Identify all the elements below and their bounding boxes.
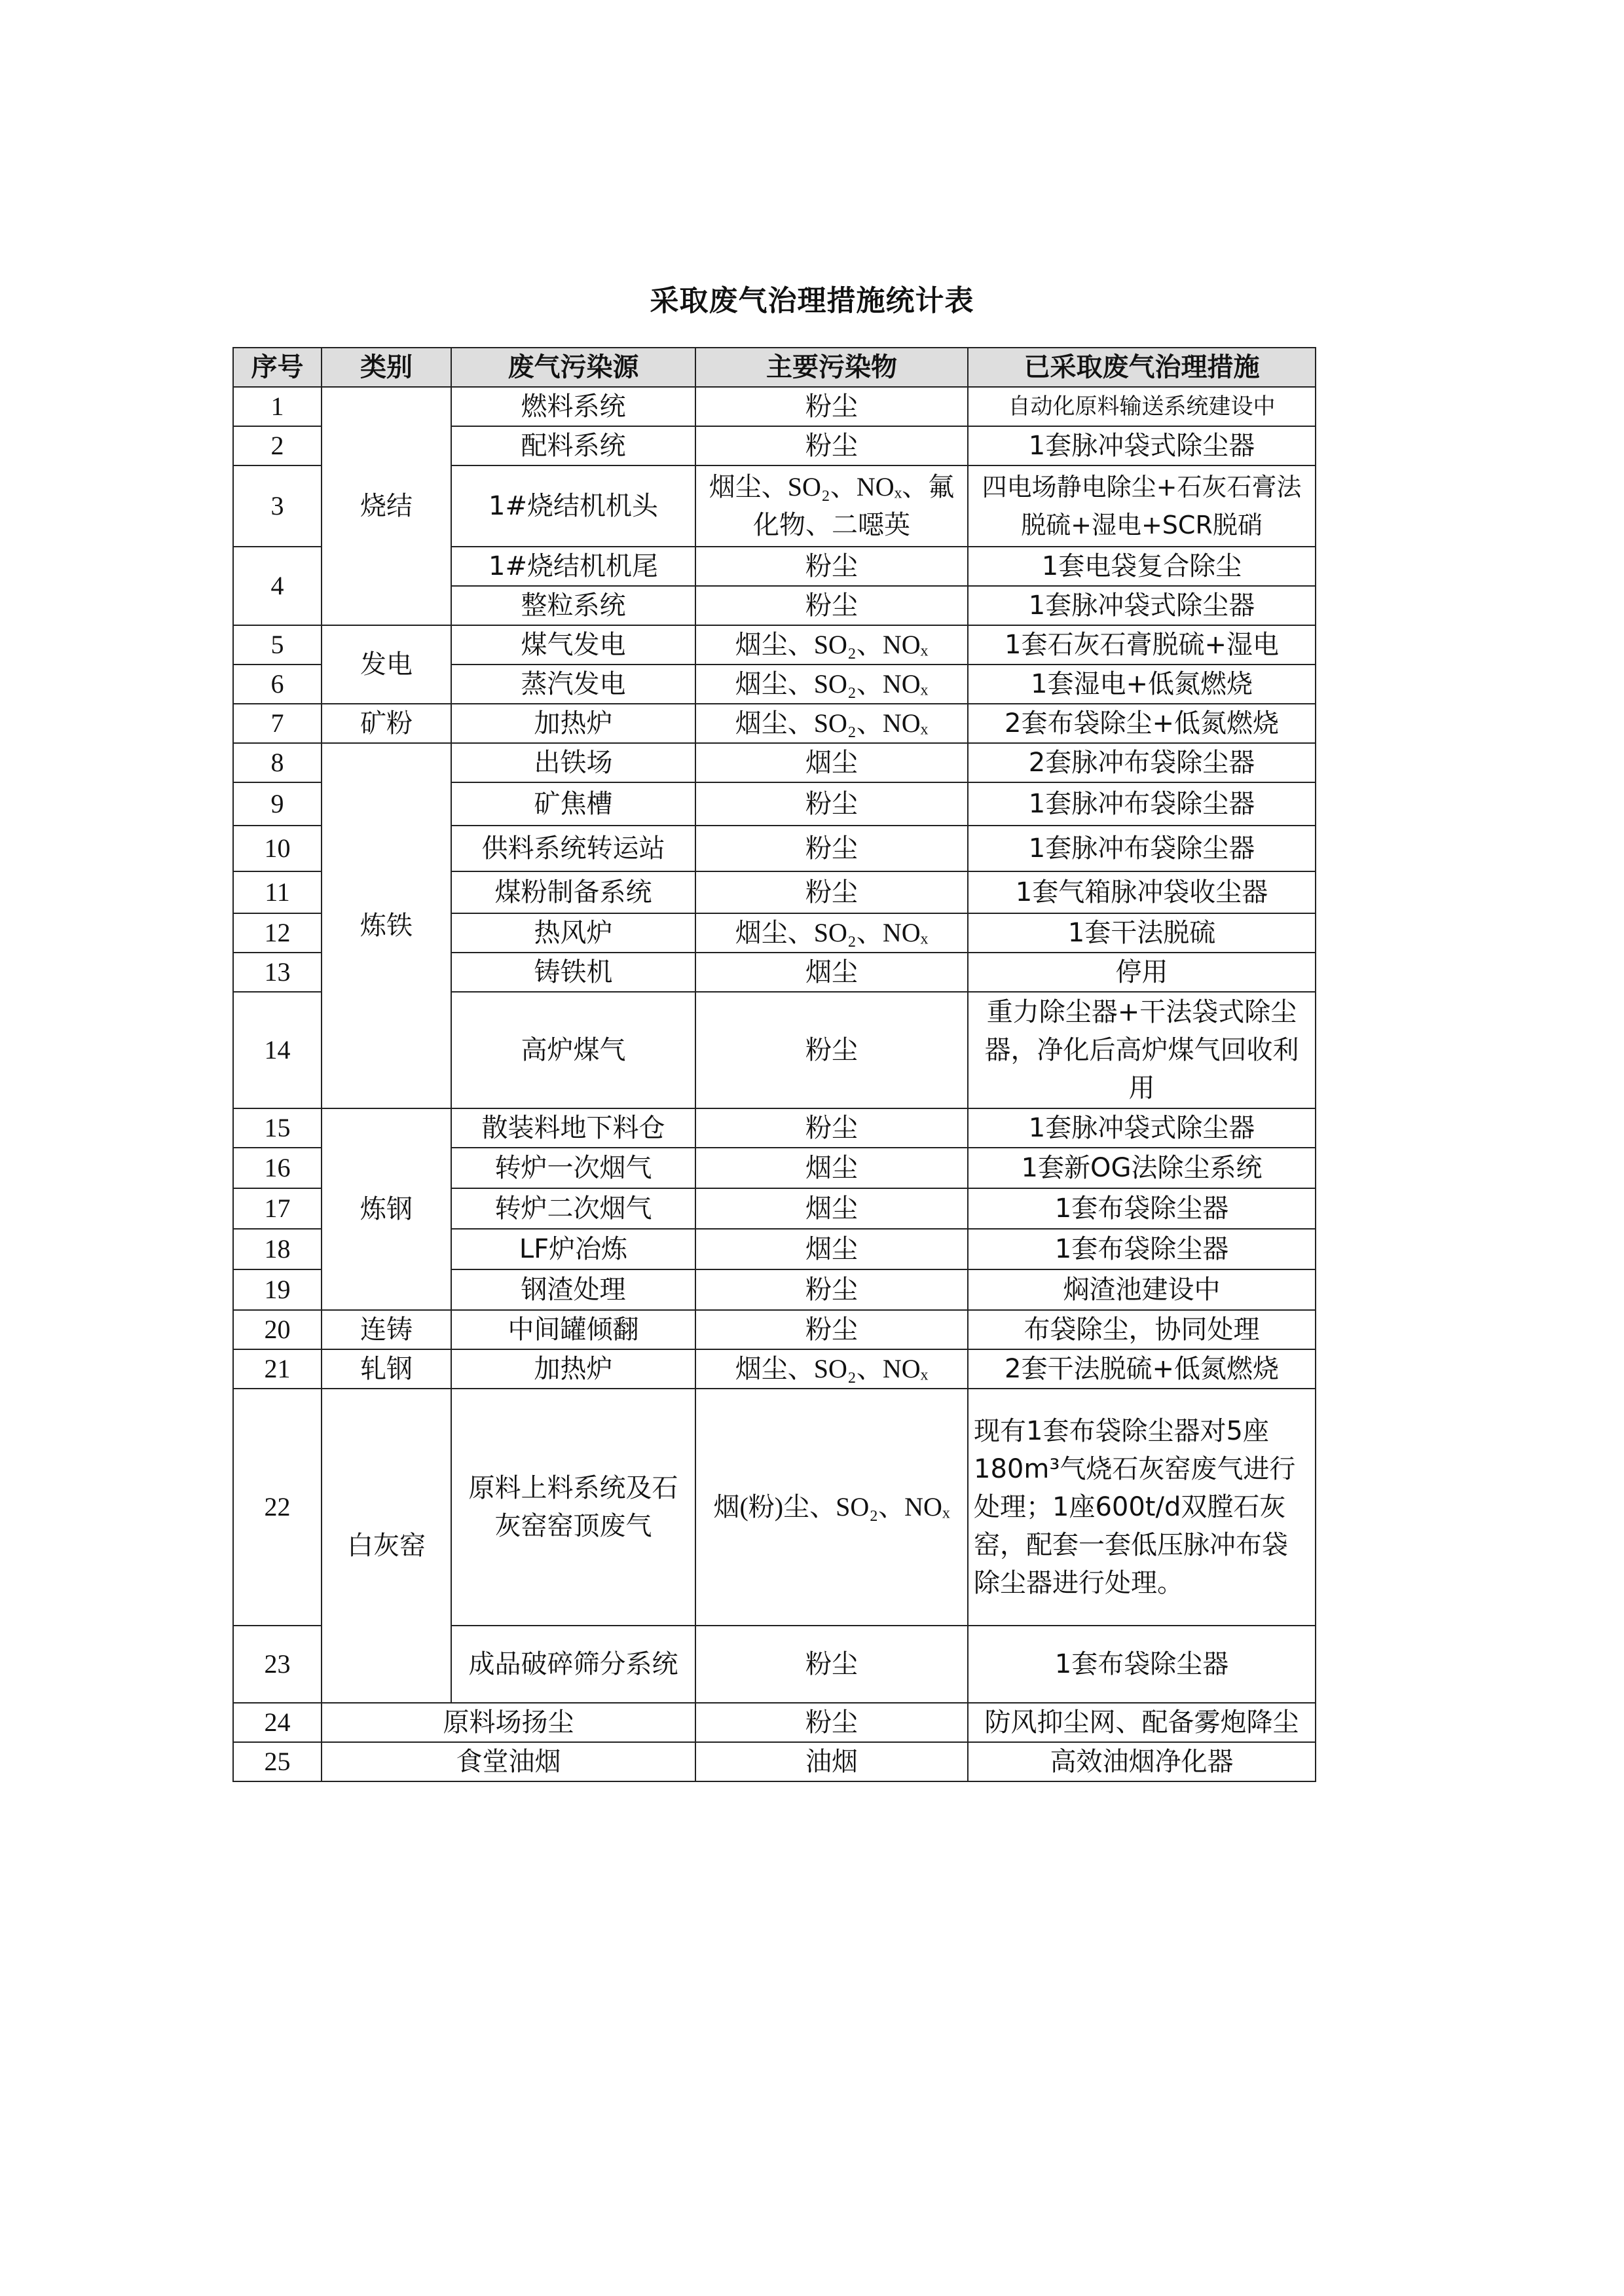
row-measure: 1套脉冲布袋除尘器: [968, 826, 1316, 871]
row-no: 16: [233, 1148, 322, 1188]
row-pollutant: 粉尘: [695, 547, 968, 586]
row-measure: 1套石灰石膏脱硫+湿电: [968, 625, 1316, 665]
row-pollutant: 烟尘、SO₂、NOₓ: [695, 704, 968, 743]
row-measure: 1套脉冲袋式除尘器: [968, 426, 1316, 465]
category-cell: 矿粉: [322, 704, 451, 743]
row-no: 20: [233, 1310, 322, 1349]
row-source: 原料上料系统及石灰窑窑顶废气: [451, 1389, 695, 1626]
row-measure: 1套脉冲布袋除尘器: [968, 782, 1316, 826]
row-pollutant: 烟尘、SO₂、NOₓ: [695, 1349, 968, 1389]
emission-table: [232, 347, 1316, 1782]
row-no: 8: [233, 743, 322, 782]
table-row: [233, 1703, 1316, 1742]
row-measure: 2套布袋除尘+低氮燃烧: [968, 704, 1316, 743]
row-pollutant: 粉尘: [695, 1703, 968, 1742]
table-row: [233, 1310, 1316, 1349]
row-pollutant: 粉尘: [695, 586, 968, 625]
row-measure: 1套干法脱硫: [968, 913, 1316, 953]
row-measure: 1套电袋复合除尘: [968, 547, 1316, 586]
row-measure: 现有1套布袋除尘器对5座180m³气烧石灰窑废气进行处理；1座600t/d双膛石灰窑，配套一套低压脉冲布袋除尘器进行处理。: [968, 1389, 1316, 1626]
table-row: [233, 1389, 1316, 1626]
header-source: 废气污染源: [451, 348, 695, 387]
row-source: LF炉冶炼: [451, 1229, 695, 1269]
row-measure: 1套新OG法除尘系统: [968, 1148, 1316, 1188]
row-no: 2: [233, 426, 322, 465]
row-measure: 1套布袋除尘器: [968, 1626, 1316, 1703]
row-source: 出铁场: [451, 743, 695, 782]
table-header-row: [233, 348, 1316, 387]
row-pollutant: 粉尘: [695, 426, 968, 465]
row-no: 12: [233, 913, 322, 953]
table-row: [233, 387, 1316, 426]
row-no: 13: [233, 953, 322, 992]
row-pollutant: 粉尘: [695, 826, 968, 871]
row-no: 5: [233, 625, 322, 665]
row-source: 中间罐倾翻: [451, 1310, 695, 1349]
row-source: 原料场扬尘: [322, 1703, 695, 1742]
row-source: 热风炉: [451, 913, 695, 953]
row-source: 矿焦槽: [451, 782, 695, 826]
row-pollutant: 粉尘: [695, 992, 968, 1108]
row-source: 供料系统转运站: [451, 826, 695, 871]
row-no: 17: [233, 1188, 322, 1229]
row-no: 22: [233, 1389, 322, 1626]
table-row: [233, 625, 1316, 665]
row-pollutant: 烟尘、SO₂、NOₓ: [695, 913, 968, 953]
row-measure: 1套脉冲袋式除尘器: [968, 586, 1316, 625]
table-row: [233, 743, 1316, 782]
row-pollutant: 烟尘: [695, 1148, 968, 1188]
row-source: 转炉二次烟气: [451, 1188, 695, 1229]
row-no: 6: [233, 665, 322, 704]
row-measure: 防风抑尘网、配备雾炮降尘: [968, 1703, 1316, 1742]
row-pollutant: 粉尘: [695, 1626, 968, 1703]
row-pollutant: 粉尘: [695, 782, 968, 826]
row-pollutant: 烟尘、SO₂、NOₓ: [695, 625, 968, 665]
row-source: 散装料地下料仓: [451, 1108, 695, 1148]
row-measure: 2套脉冲布袋除尘器: [968, 743, 1316, 782]
row-source: 钢渣处理: [451, 1269, 695, 1310]
row-no: 4: [233, 547, 322, 625]
table-row: [233, 1349, 1316, 1389]
row-source: 铸铁机: [451, 953, 695, 992]
category-cell: 轧钢: [322, 1349, 451, 1389]
row-measure: 重力除尘器+干法袋式除尘器，净化后高炉煤气回收利用: [968, 992, 1316, 1108]
row-measure: 自动化原料输送系统建设中: [968, 387, 1316, 426]
row-pollutant: 粉尘: [695, 387, 968, 426]
category-cell: 炼钢: [322, 1108, 451, 1310]
row-pollutant: 粉尘: [695, 1269, 968, 1310]
row-pollutant: 烟尘、SO₂、NOₓ、氟化物、二噁英: [695, 465, 968, 547]
row-source: 煤粉制备系统: [451, 871, 695, 913]
row-pollutant: 烟尘: [695, 743, 968, 782]
row-measure: 1套布袋除尘器: [968, 1188, 1316, 1229]
row-pollutant: 粉尘: [695, 1310, 968, 1349]
row-no: 15: [233, 1108, 322, 1148]
table-row: [233, 704, 1316, 743]
row-no: 14: [233, 992, 322, 1108]
row-no: 21: [233, 1349, 322, 1389]
row-no: 11: [233, 871, 322, 913]
row-measure: 布袋除尘，协同处理: [968, 1310, 1316, 1349]
row-pollutant: 烟尘: [695, 1229, 968, 1269]
row-source: 煤气发电: [451, 625, 695, 665]
row-no: 24: [233, 1703, 322, 1742]
row-measure: 1套湿电+低氮燃烧: [968, 665, 1316, 704]
row-pollutant: 油烟: [695, 1742, 968, 1781]
header-pollutant: 主要污染物: [695, 348, 968, 387]
row-measure: 1套气箱脉冲袋收尘器: [968, 871, 1316, 913]
row-source: 成品破碎筛分系统: [451, 1626, 695, 1703]
row-no: 18: [233, 1229, 322, 1269]
page-title: 采取废气治理措施统计表: [650, 284, 974, 318]
category-cell: 发电: [322, 625, 451, 704]
category-cell: 连铸: [322, 1310, 451, 1349]
row-source: 食堂油烟: [322, 1742, 695, 1781]
row-no: 25: [233, 1742, 322, 1781]
row-measure: 高效油烟净化器: [968, 1742, 1316, 1781]
row-measure: 焖渣池建设中: [968, 1269, 1316, 1310]
row-source: 转炉一次烟气: [451, 1148, 695, 1188]
header-measure: 已采取废气治理措施: [968, 348, 1316, 387]
row-source: 蒸汽发电: [451, 665, 695, 704]
row-measure: 停用: [968, 953, 1316, 992]
row-source: 配料系统: [451, 426, 695, 465]
row-pollutant: 烟尘: [695, 953, 968, 992]
row-pollutant: 粉尘: [695, 1108, 968, 1148]
category-cell: 炼铁: [322, 743, 451, 1108]
header-category: 类别: [322, 348, 451, 387]
row-source: 整粒系统: [451, 586, 695, 625]
row-measure: 1套布袋除尘器: [968, 1229, 1316, 1269]
row-source: 加热炉: [451, 1349, 695, 1389]
row-pollutant: 烟(粉)尘、SO₂、NOₓ: [695, 1389, 968, 1626]
row-no: 9: [233, 782, 322, 826]
row-source: 高炉煤气: [451, 992, 695, 1108]
row-source: 加热炉: [451, 704, 695, 743]
category-cell: 烧结: [322, 387, 451, 625]
row-source: 1#烧结机机头: [451, 465, 695, 547]
row-measure: 四电场静电除尘+石灰石膏法脱硫+湿电+SCR脱硝: [968, 465, 1316, 547]
row-no: 1: [233, 387, 322, 426]
row-pollutant: 烟尘、SO₂、NOₓ: [695, 665, 968, 704]
row-no: 3: [233, 465, 322, 547]
table-row: [233, 1108, 1316, 1148]
row-no: 23: [233, 1626, 322, 1703]
row-no: 7: [233, 704, 322, 743]
header-seq: 序号: [233, 348, 322, 387]
category-cell: 白灰窑: [322, 1389, 451, 1703]
row-measure: 2套干法脱硫+低氮燃烧: [968, 1349, 1316, 1389]
row-no: 19: [233, 1269, 322, 1310]
row-pollutant: 烟尘: [695, 1188, 968, 1229]
table-row: [233, 1742, 1316, 1781]
row-source: 1#烧结机机尾: [451, 547, 695, 586]
row-measure: 1套脉冲袋式除尘器: [968, 1108, 1316, 1148]
row-no: 10: [233, 826, 322, 871]
row-pollutant: 粉尘: [695, 871, 968, 913]
row-source: 燃料系统: [451, 387, 695, 426]
